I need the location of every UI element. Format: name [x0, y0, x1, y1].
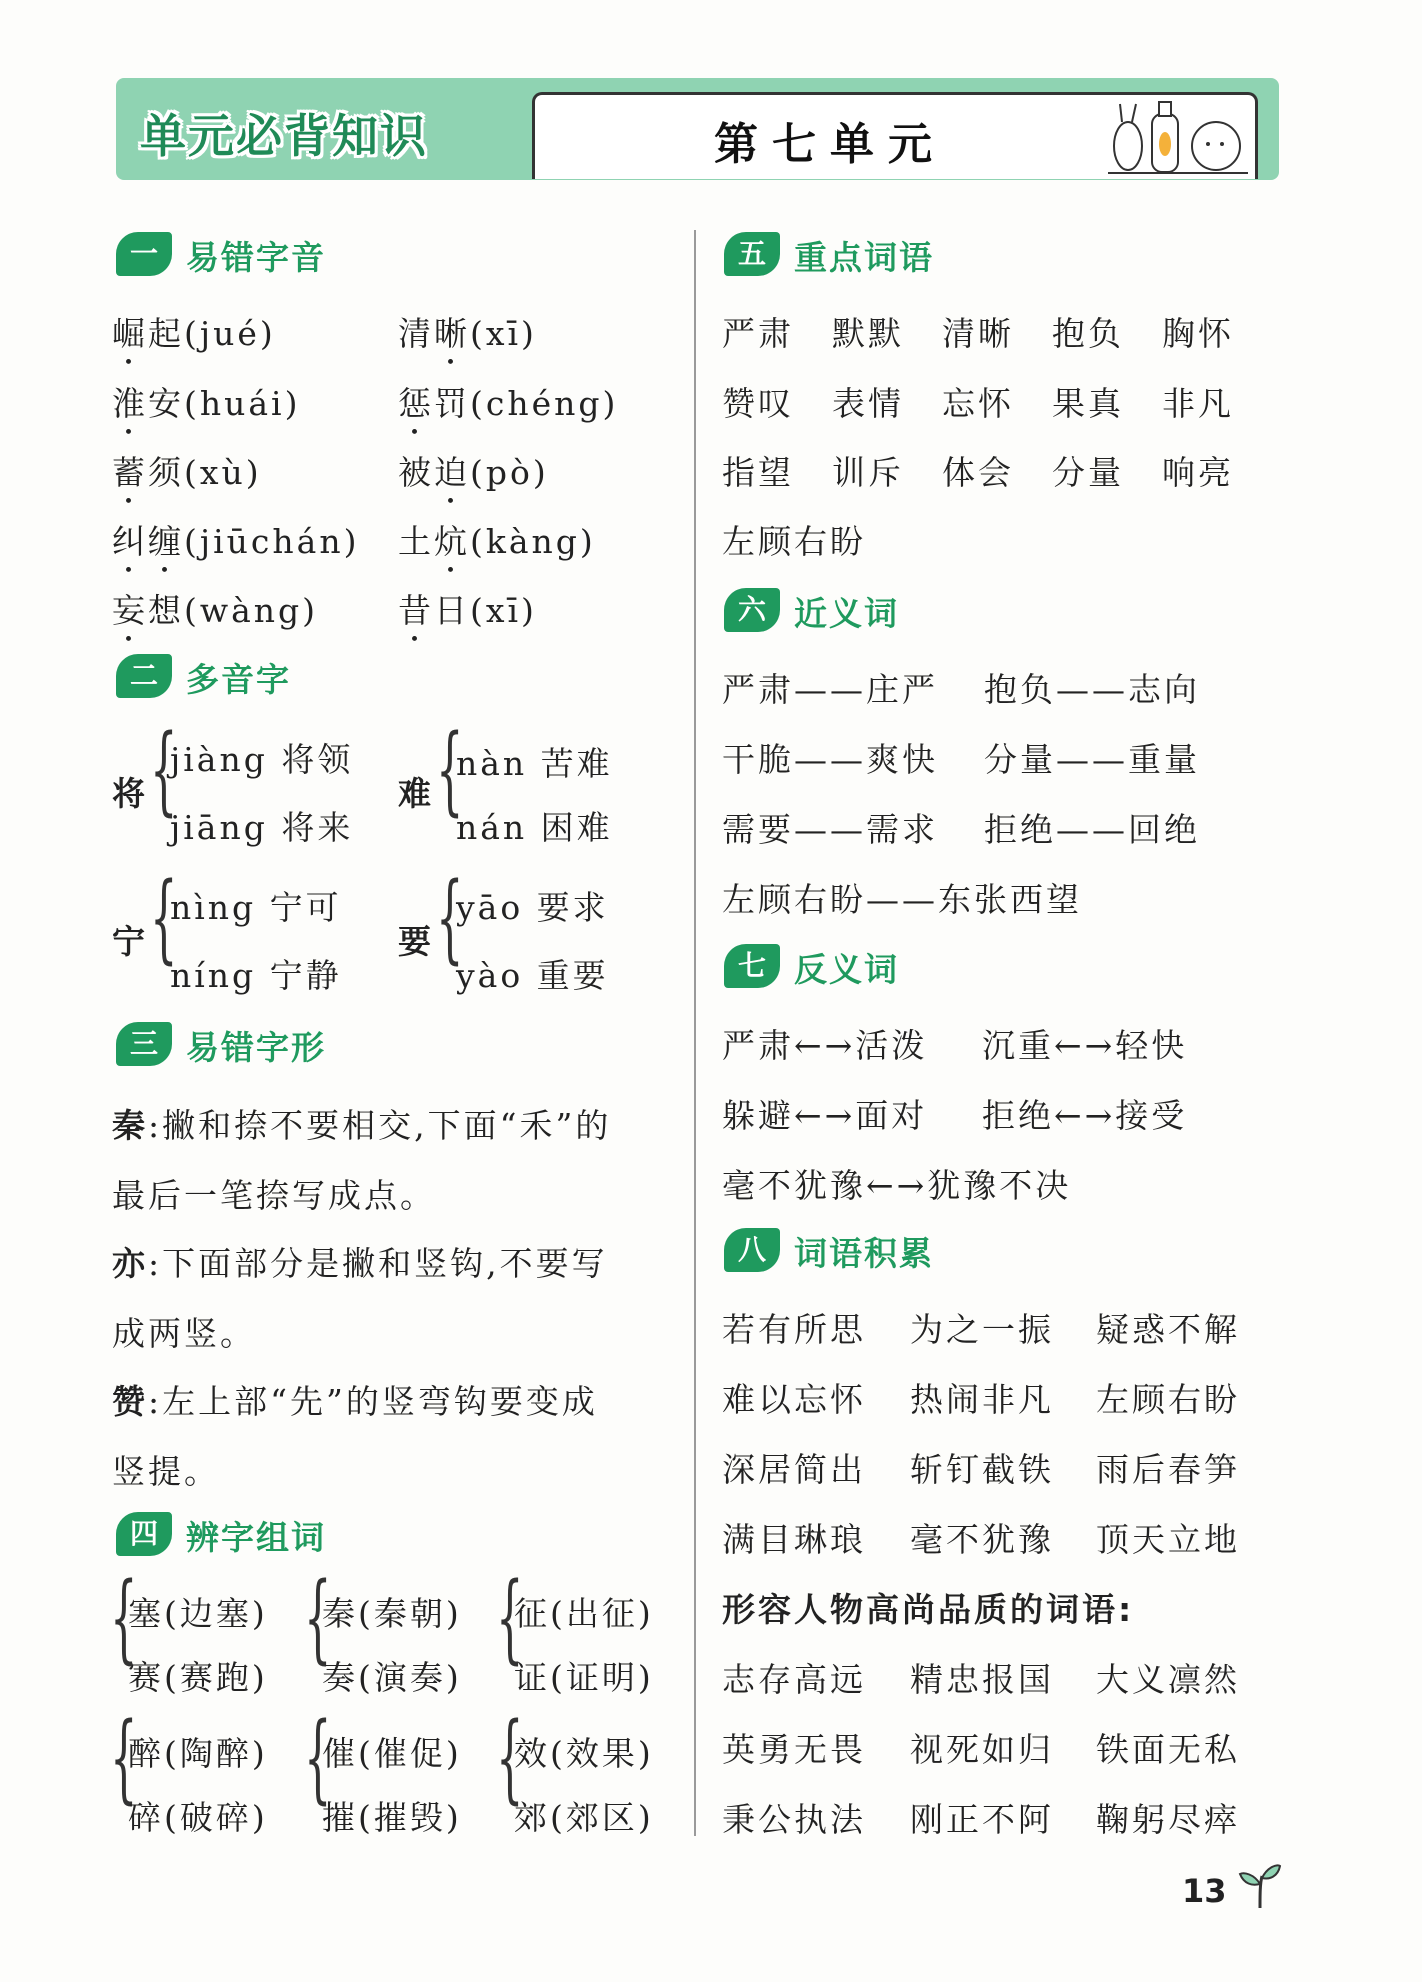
- section-badge: 八: [724, 1228, 780, 1272]
- idiom: 雨后春笋: [1096, 1450, 1240, 1489]
- idiom: 满目琳琅: [722, 1520, 866, 1559]
- char-pair: 秦(秦朝): [322, 1594, 462, 1633]
- section-title: 反义词: [794, 950, 899, 989]
- char-pair: 奏(演奏): [322, 1658, 462, 1697]
- char-pair: 郊(郊区): [514, 1798, 654, 1837]
- antonym-pair: 严肃←→活泼: [722, 1026, 928, 1065]
- synonym-pair: 需要——需求: [722, 810, 938, 849]
- key-word: 左顾右盼: [722, 522, 866, 561]
- sprout-icon: [1238, 1860, 1282, 1910]
- synonym-pair: 分量——重量: [984, 740, 1200, 779]
- brace: {: [150, 862, 178, 974]
- idiom: 秉公执法: [722, 1800, 866, 1839]
- idiom: 深居简出: [722, 1450, 866, 1489]
- note-line: 赞:左上部“先”的竖弯钩要变成: [112, 1382, 598, 1421]
- section-title: 辨字组词: [186, 1518, 326, 1557]
- char-pair: 证(证明): [514, 1658, 654, 1697]
- key-word: 清晰: [942, 314, 1014, 353]
- polyphone-reading: nàn 苦难: [456, 744, 613, 783]
- idiom: 为之一振: [910, 1310, 1054, 1349]
- idiom: 热闹非凡: [910, 1380, 1054, 1419]
- polyphone-reading: jiāng 将来: [170, 808, 354, 847]
- key-word: 胸怀: [1162, 314, 1234, 353]
- section-title: 易错字音: [186, 238, 326, 277]
- note-line: 最后一笔捺写成点。: [112, 1176, 436, 1215]
- antonym-pair: 拒绝←→接受: [982, 1096, 1188, 1135]
- polyphone-char: 难: [398, 774, 434, 813]
- polyphone-reading: nán 困难: [456, 808, 613, 847]
- char-pair: 赛(赛跑): [128, 1658, 268, 1697]
- section-title: 词语积累: [794, 1234, 934, 1273]
- word-item: 崛起(jué): [112, 314, 276, 353]
- word-item: 清晰(xī): [398, 314, 537, 353]
- char-pair: 醉(陶醉): [128, 1734, 268, 1773]
- synonym-pair: 拒绝——回绝: [984, 810, 1200, 849]
- idiom: 鞠躬尽瘁: [1096, 1800, 1240, 1839]
- polyphone-char: 要: [398, 922, 434, 961]
- key-word: 响亮: [1162, 453, 1234, 492]
- synonym-pair: 干脆——爽快: [722, 740, 938, 779]
- mascot-illustration: [1108, 96, 1248, 176]
- page-number: 13: [1182, 1872, 1227, 1910]
- synonym-pair: 抱负——志向: [984, 670, 1200, 709]
- char-pair: 摧(摧毁): [322, 1798, 462, 1837]
- word-item: 被迫(pò): [398, 453, 549, 492]
- section-title: 近义词: [794, 594, 899, 633]
- word-item: 昔日(xī): [398, 591, 537, 630]
- polyphone-char: 将: [112, 774, 148, 813]
- antonym-pair: 沉重←→轻快: [982, 1026, 1188, 1065]
- note-line: 亦:下面部分是撇和竖钩,不要写: [112, 1244, 608, 1283]
- polyphone-reading: níng 宁静: [170, 956, 342, 995]
- idiom: 顶天立地: [1096, 1520, 1240, 1559]
- key-word: 抱负: [1052, 314, 1124, 353]
- word-item: 土炕(kàng): [398, 522, 596, 561]
- char-pair: 效(效果): [514, 1734, 654, 1773]
- section-badge: 三: [116, 1022, 172, 1066]
- idiom: 铁面无私: [1096, 1730, 1240, 1769]
- key-word: 严肃: [722, 314, 794, 353]
- brace: {: [150, 714, 178, 826]
- column-divider: [694, 230, 696, 1836]
- word-item: 惩罚(chéng): [398, 384, 619, 423]
- section-badge: 五: [724, 232, 780, 276]
- note-line: 秦:撇和捺不要相交,下面“禾”的: [112, 1106, 612, 1145]
- word-item: 淮安(huái): [112, 384, 301, 423]
- note-line: 竖提。: [112, 1452, 220, 1491]
- key-word: 默默: [832, 314, 904, 353]
- key-word: 体会: [942, 453, 1014, 492]
- header-badge-text: 单元必背知识: [140, 109, 428, 163]
- section-badge: 七: [724, 944, 780, 988]
- key-word: 表情: [832, 384, 904, 423]
- idiom: 若有所思: [722, 1310, 866, 1349]
- polyphone-char: 宁: [112, 922, 148, 961]
- word-item: 纠缠(jiūchán): [112, 522, 360, 561]
- idiom: 英勇无畏: [722, 1730, 866, 1769]
- section-title: 多音字: [186, 660, 291, 699]
- idiom: 左顾右盼: [1096, 1380, 1240, 1419]
- char-pair: 碎(破碎): [128, 1798, 268, 1837]
- char-pair: 塞(边塞): [128, 1594, 268, 1633]
- char-pair: 催(催促): [322, 1734, 462, 1773]
- section-title: 重点词语: [794, 238, 934, 277]
- polyphone-reading: nìng 宁可: [170, 888, 342, 927]
- key-word: 指望: [722, 453, 794, 492]
- key-word: 果真: [1052, 384, 1124, 423]
- idiom: 疑惑不解: [1096, 1310, 1240, 1349]
- key-word: 训斥: [832, 453, 904, 492]
- section-badge: 六: [724, 588, 780, 632]
- subheading: 形容人物高尚品质的词语:: [722, 1590, 1135, 1629]
- antonym-pair: 躲避←→面对: [722, 1096, 928, 1135]
- brace: {: [436, 862, 464, 974]
- key-word: 非凡: [1162, 384, 1234, 423]
- section-badge: 一: [116, 232, 172, 276]
- note-line: 成两竖。: [112, 1314, 256, 1353]
- idiom: 刚正不阿: [910, 1800, 1054, 1839]
- key-word: 赞叹: [722, 384, 794, 423]
- polyphone-reading: yào 重要: [456, 956, 609, 995]
- char-pair: 征(出征): [514, 1594, 654, 1633]
- section-badge: 四: [116, 1512, 172, 1556]
- antonym-pair: 毫不犹豫←→犹豫不决: [722, 1166, 1072, 1205]
- synonym-pair: 左顾右盼——东张西望: [722, 880, 1082, 919]
- brace: {: [436, 714, 464, 826]
- idiom: 精忠报国: [910, 1660, 1054, 1699]
- word-item: 蓄须(xù): [112, 453, 262, 492]
- idiom: 难以忘怀: [722, 1380, 866, 1419]
- section-title: 易错字形: [186, 1028, 326, 1067]
- polyphone-reading: jiàng 将领: [170, 740, 354, 779]
- word-item: 妄想(wàng): [112, 591, 319, 630]
- idiom: 志存高远: [722, 1660, 866, 1699]
- unit-title: 第七单元: [714, 119, 946, 170]
- idiom: 斩钉截铁: [910, 1450, 1054, 1489]
- polyphone-reading: yāo 要求: [456, 888, 609, 927]
- idiom: 毫不犹豫: [910, 1520, 1054, 1559]
- synonym-pair: 严肃——庄严: [722, 670, 938, 709]
- section-badge: 二: [116, 654, 172, 698]
- idiom: 视死如归: [910, 1730, 1054, 1769]
- idiom: 大义凛然: [1096, 1660, 1240, 1699]
- key-word: 忘怀: [942, 384, 1014, 423]
- key-word: 分量: [1052, 453, 1124, 492]
